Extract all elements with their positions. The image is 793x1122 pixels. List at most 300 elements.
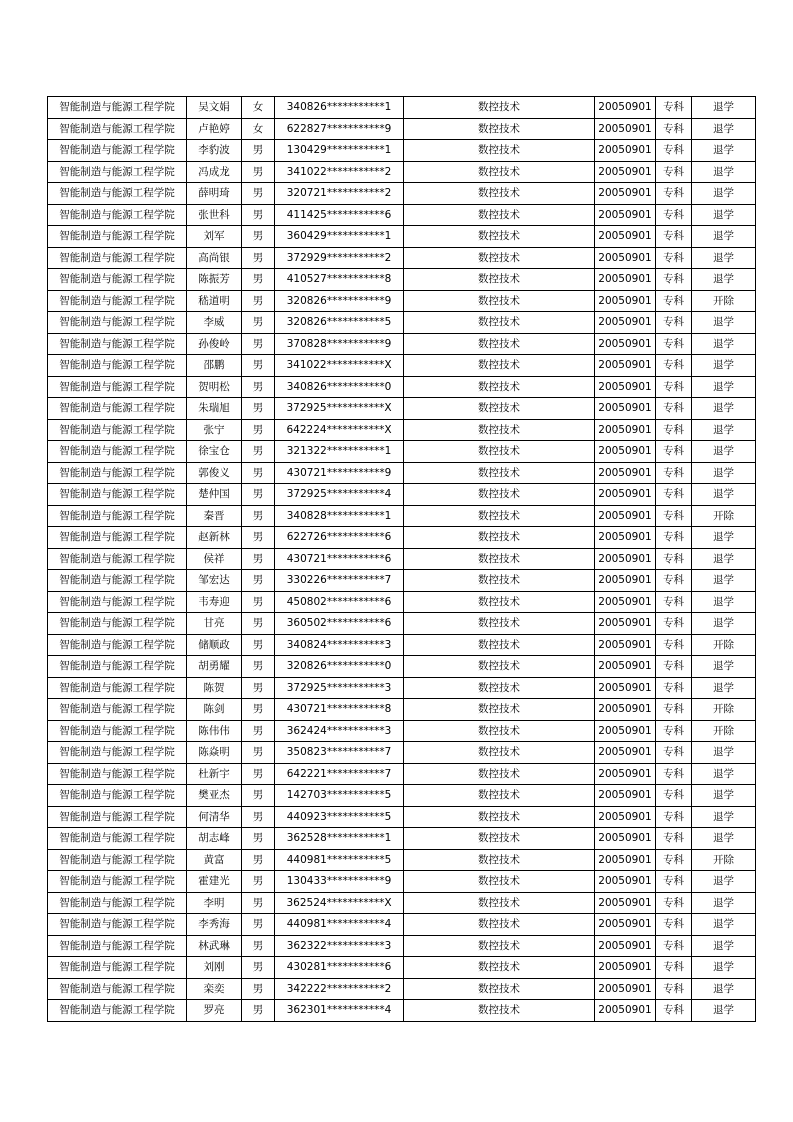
table-row — [48, 312, 756, 334]
level-cell: 专科 — [656, 462, 692, 484]
college-cell: 智能制造与能源工程学院 — [48, 1000, 187, 1022]
table-row — [48, 140, 756, 162]
name-cell: 薛明琦 — [187, 183, 242, 205]
enrollment-date-cell: 20050901 — [595, 204, 656, 226]
name-cell: 孙俊岭 — [187, 333, 242, 355]
enrollment-date-cell: 20050901 — [595, 720, 656, 742]
enrollment-date-cell: 20050901 — [595, 118, 656, 140]
name-cell: 李秀海 — [187, 914, 242, 936]
id-number-cell: 142703***********5 — [275, 785, 404, 807]
id-number-cell: 362322***********3 — [275, 935, 404, 957]
level-cell: 专科 — [656, 634, 692, 656]
status-cell: 退学 — [692, 677, 756, 699]
table-row — [48, 785, 756, 807]
enrollment-date-cell: 20050901 — [595, 742, 656, 764]
major-cell: 数控技术 — [404, 118, 595, 140]
status-cell: 退学 — [692, 484, 756, 506]
major-cell: 数控技术 — [404, 634, 595, 656]
enrollment-date-cell: 20050901 — [595, 849, 656, 871]
level-cell: 专科 — [656, 849, 692, 871]
table-row — [48, 441, 756, 463]
status-cell: 退学 — [692, 978, 756, 1000]
level-cell: 专科 — [656, 742, 692, 764]
gender-cell: 男 — [242, 140, 275, 162]
status-cell: 退学 — [692, 656, 756, 678]
level-cell: 专科 — [656, 419, 692, 441]
college-cell: 智能制造与能源工程学院 — [48, 570, 187, 592]
major-cell: 数控技术 — [404, 785, 595, 807]
name-cell: 徐宝仓 — [187, 441, 242, 463]
gender-cell: 男 — [242, 376, 275, 398]
gender-cell: 男 — [242, 204, 275, 226]
table-row — [48, 226, 756, 248]
gender-cell: 男 — [242, 828, 275, 850]
gender-cell: 男 — [242, 957, 275, 979]
college-cell: 智能制造与能源工程学院 — [48, 656, 187, 678]
name-cell: 李威 — [187, 312, 242, 334]
table-row — [48, 247, 756, 269]
id-number-cell: 642224***********X — [275, 419, 404, 441]
table-row — [48, 333, 756, 355]
table-row — [48, 613, 756, 635]
table-row — [48, 527, 756, 549]
level-cell: 专科 — [656, 656, 692, 678]
level-cell: 专科 — [656, 957, 692, 979]
enrollment-date-cell: 20050901 — [595, 591, 656, 613]
enrollment-date-cell: 20050901 — [595, 505, 656, 527]
gender-cell: 男 — [242, 978, 275, 1000]
table-row — [48, 892, 756, 914]
level-cell: 专科 — [656, 226, 692, 248]
name-cell: 张世科 — [187, 204, 242, 226]
gender-cell: 男 — [242, 355, 275, 377]
major-cell: 数控技术 — [404, 462, 595, 484]
name-cell: 邹宏达 — [187, 570, 242, 592]
status-cell: 开除 — [692, 699, 756, 721]
gender-cell: 男 — [242, 505, 275, 527]
level-cell: 专科 — [656, 699, 692, 721]
enrollment-date-cell: 20050901 — [595, 785, 656, 807]
id-number-cell: 362528***********1 — [275, 828, 404, 850]
enrollment-date-cell: 20050901 — [595, 161, 656, 183]
table-row — [48, 355, 756, 377]
enrollment-date-cell: 20050901 — [595, 97, 656, 119]
level-cell: 专科 — [656, 978, 692, 1000]
major-cell: 数控技术 — [404, 656, 595, 678]
gender-cell: 男 — [242, 935, 275, 957]
college-cell: 智能制造与能源工程学院 — [48, 355, 187, 377]
table-row — [48, 97, 756, 119]
enrollment-date-cell: 20050901 — [595, 1000, 656, 1022]
major-cell: 数控技术 — [404, 699, 595, 721]
name-cell: 霍建光 — [187, 871, 242, 893]
college-cell: 智能制造与能源工程学院 — [48, 720, 187, 742]
id-number-cell: 430721***********9 — [275, 462, 404, 484]
level-cell: 专科 — [656, 312, 692, 334]
name-cell: 陈振芳 — [187, 269, 242, 291]
name-cell: 陈剑 — [187, 699, 242, 721]
id-number-cell: 340826***********0 — [275, 376, 404, 398]
enrollment-date-cell: 20050901 — [595, 570, 656, 592]
status-cell: 退学 — [692, 441, 756, 463]
table-row — [48, 871, 756, 893]
major-cell: 数控技术 — [404, 204, 595, 226]
gender-cell: 男 — [242, 1000, 275, 1022]
gender-cell: 男 — [242, 312, 275, 334]
name-cell: 胡志峰 — [187, 828, 242, 850]
major-cell: 数控技术 — [404, 484, 595, 506]
name-cell: 冯成龙 — [187, 161, 242, 183]
college-cell: 智能制造与能源工程学院 — [48, 118, 187, 140]
table-row — [48, 161, 756, 183]
level-cell: 专科 — [656, 570, 692, 592]
major-cell: 数控技术 — [404, 892, 595, 914]
status-cell: 退学 — [692, 892, 756, 914]
name-cell: 高尚银 — [187, 247, 242, 269]
id-number-cell: 130433***********9 — [275, 871, 404, 893]
major-cell: 数控技术 — [404, 419, 595, 441]
enrollment-date-cell: 20050901 — [595, 484, 656, 506]
gender-cell: 男 — [242, 398, 275, 420]
level-cell: 专科 — [656, 505, 692, 527]
id-number-cell: 340824***********3 — [275, 634, 404, 656]
major-cell: 数控技术 — [404, 269, 595, 291]
status-cell: 退学 — [692, 312, 756, 334]
status-cell: 退学 — [692, 548, 756, 570]
id-number-cell: 320826***********0 — [275, 656, 404, 678]
name-cell: 何清华 — [187, 806, 242, 828]
gender-cell: 男 — [242, 892, 275, 914]
college-cell: 智能制造与能源工程学院 — [48, 333, 187, 355]
enrollment-date-cell: 20050901 — [595, 419, 656, 441]
roster-body — [48, 97, 756, 1022]
gender-cell: 男 — [242, 269, 275, 291]
gender-cell: 男 — [242, 742, 275, 764]
major-cell: 数控技术 — [404, 849, 595, 871]
status-cell: 退学 — [692, 247, 756, 269]
level-cell: 专科 — [656, 161, 692, 183]
major-cell: 数控技术 — [404, 505, 595, 527]
college-cell: 智能制造与能源工程学院 — [48, 527, 187, 549]
major-cell: 数控技术 — [404, 677, 595, 699]
status-cell: 退学 — [692, 806, 756, 828]
enrollment-date-cell: 20050901 — [595, 978, 656, 1000]
id-number-cell: 372925***********3 — [275, 677, 404, 699]
level-cell: 专科 — [656, 97, 692, 119]
table-row — [48, 634, 756, 656]
level-cell: 专科 — [656, 591, 692, 613]
enrollment-date-cell: 20050901 — [595, 441, 656, 463]
major-cell: 数控技术 — [404, 140, 595, 162]
status-cell: 退学 — [692, 355, 756, 377]
status-cell: 退学 — [692, 398, 756, 420]
major-cell: 数控技术 — [404, 312, 595, 334]
status-cell: 退学 — [692, 591, 756, 613]
table-row — [48, 419, 756, 441]
major-cell: 数控技术 — [404, 828, 595, 850]
name-cell: 罗亮 — [187, 1000, 242, 1022]
enrollment-date-cell: 20050901 — [595, 957, 656, 979]
level-cell: 专科 — [656, 183, 692, 205]
name-cell: 刘军 — [187, 226, 242, 248]
name-cell: 郭俊义 — [187, 462, 242, 484]
status-cell: 退学 — [692, 613, 756, 635]
level-cell: 专科 — [656, 527, 692, 549]
gender-cell: 男 — [242, 613, 275, 635]
id-number-cell: 440981***********5 — [275, 849, 404, 871]
college-cell: 智能制造与能源工程学院 — [48, 505, 187, 527]
status-cell: 退学 — [692, 419, 756, 441]
id-number-cell: 340826***********1 — [275, 97, 404, 119]
name-cell: 甘亮 — [187, 613, 242, 635]
college-cell: 智能制造与能源工程学院 — [48, 634, 187, 656]
major-cell: 数控技术 — [404, 161, 595, 183]
status-cell: 退学 — [692, 118, 756, 140]
gender-cell: 男 — [242, 462, 275, 484]
table-row — [48, 183, 756, 205]
college-cell: 智能制造与能源工程学院 — [48, 914, 187, 936]
id-number-cell: 342222***********2 — [275, 978, 404, 1000]
table-row — [48, 1000, 756, 1022]
status-cell: 退学 — [692, 828, 756, 850]
gender-cell: 男 — [242, 914, 275, 936]
major-cell: 数控技术 — [404, 290, 595, 312]
enrollment-date-cell: 20050901 — [595, 183, 656, 205]
college-cell: 智能制造与能源工程学院 — [48, 419, 187, 441]
enrollment-date-cell: 20050901 — [595, 247, 656, 269]
college-cell: 智能制造与能源工程学院 — [48, 763, 187, 785]
name-cell: 韦寿迎 — [187, 591, 242, 613]
table-row — [48, 484, 756, 506]
college-cell: 智能制造与能源工程学院 — [48, 892, 187, 914]
major-cell: 数控技术 — [404, 247, 595, 269]
id-number-cell: 320721***********2 — [275, 183, 404, 205]
college-cell: 智能制造与能源工程学院 — [48, 226, 187, 248]
id-number-cell: 360429***********1 — [275, 226, 404, 248]
level-cell: 专科 — [656, 1000, 692, 1022]
major-cell: 数控技术 — [404, 613, 595, 635]
major-cell: 数控技术 — [404, 398, 595, 420]
status-cell: 退学 — [692, 763, 756, 785]
major-cell: 数控技术 — [404, 333, 595, 355]
gender-cell: 男 — [242, 247, 275, 269]
enrollment-date-cell: 20050901 — [595, 892, 656, 914]
status-cell: 退学 — [692, 1000, 756, 1022]
id-number-cell: 341022***********X — [275, 355, 404, 377]
college-cell: 智能制造与能源工程学院 — [48, 935, 187, 957]
gender-cell: 男 — [242, 763, 275, 785]
id-number-cell: 320826***********9 — [275, 290, 404, 312]
name-cell: 朱瑞旭 — [187, 398, 242, 420]
major-cell: 数控技术 — [404, 183, 595, 205]
college-cell: 智能制造与能源工程学院 — [48, 269, 187, 291]
level-cell: 专科 — [656, 892, 692, 914]
table-row — [48, 505, 756, 527]
status-cell: 退学 — [692, 183, 756, 205]
status-cell: 退学 — [692, 161, 756, 183]
table-row — [48, 742, 756, 764]
name-cell: 楚仲国 — [187, 484, 242, 506]
id-number-cell: 450802***********6 — [275, 591, 404, 613]
gender-cell: 男 — [242, 634, 275, 656]
enrollment-date-cell: 20050901 — [595, 634, 656, 656]
major-cell: 数控技术 — [404, 355, 595, 377]
status-cell: 退学 — [692, 871, 756, 893]
college-cell: 智能制造与能源工程学院 — [48, 97, 187, 119]
name-cell: 吴文娟 — [187, 97, 242, 119]
level-cell: 专科 — [656, 871, 692, 893]
enrollment-date-cell: 20050901 — [595, 269, 656, 291]
college-cell: 智能制造与能源工程学院 — [48, 978, 187, 1000]
college-cell: 智能制造与能源工程学院 — [48, 957, 187, 979]
gender-cell: 男 — [242, 699, 275, 721]
name-cell: 樊亚杰 — [187, 785, 242, 807]
id-number-cell: 350823***********7 — [275, 742, 404, 764]
major-cell: 数控技术 — [404, 97, 595, 119]
gender-cell: 男 — [242, 333, 275, 355]
status-cell: 退学 — [692, 226, 756, 248]
gender-cell: 男 — [242, 570, 275, 592]
enrollment-date-cell: 20050901 — [595, 828, 656, 850]
id-number-cell: 362524***********X — [275, 892, 404, 914]
status-cell: 退学 — [692, 462, 756, 484]
status-cell: 退学 — [692, 785, 756, 807]
name-cell: 卢艳婷 — [187, 118, 242, 140]
status-cell: 开除 — [692, 849, 756, 871]
enrollment-date-cell: 20050901 — [595, 935, 656, 957]
enrollment-date-cell: 20050901 — [595, 699, 656, 721]
name-cell: 胡勇耀 — [187, 656, 242, 678]
enrollment-date-cell: 20050901 — [595, 527, 656, 549]
id-number-cell: 430721***********6 — [275, 548, 404, 570]
enrollment-date-cell: 20050901 — [595, 140, 656, 162]
college-cell: 智能制造与能源工程学院 — [48, 290, 187, 312]
level-cell: 专科 — [656, 398, 692, 420]
level-cell: 专科 — [656, 935, 692, 957]
status-cell: 开除 — [692, 720, 756, 742]
college-cell: 智能制造与能源工程学院 — [48, 183, 187, 205]
gender-cell: 男 — [242, 871, 275, 893]
level-cell: 专科 — [656, 247, 692, 269]
college-cell: 智能制造与能源工程学院 — [48, 742, 187, 764]
name-cell: 贺明松 — [187, 376, 242, 398]
id-number-cell: 372925***********4 — [275, 484, 404, 506]
table-row — [48, 720, 756, 742]
id-number-cell: 372929***********2 — [275, 247, 404, 269]
gender-cell: 男 — [242, 290, 275, 312]
name-cell: 赵新林 — [187, 527, 242, 549]
table-row — [48, 935, 756, 957]
major-cell: 数控技术 — [404, 226, 595, 248]
college-cell: 智能制造与能源工程学院 — [48, 376, 187, 398]
id-number-cell: 362424***********3 — [275, 720, 404, 742]
table-row — [48, 914, 756, 936]
major-cell: 数控技术 — [404, 742, 595, 764]
table-row — [48, 118, 756, 140]
level-cell: 专科 — [656, 484, 692, 506]
level-cell: 专科 — [656, 290, 692, 312]
enrollment-date-cell: 20050901 — [595, 806, 656, 828]
gender-cell: 男 — [242, 849, 275, 871]
name-cell: 李明 — [187, 892, 242, 914]
status-cell: 退学 — [692, 333, 756, 355]
status-cell: 退学 — [692, 376, 756, 398]
enrollment-date-cell: 20050901 — [595, 613, 656, 635]
table-row — [48, 376, 756, 398]
major-cell: 数控技术 — [404, 763, 595, 785]
college-cell: 智能制造与能源工程学院 — [48, 398, 187, 420]
gender-cell: 男 — [242, 785, 275, 807]
college-cell: 智能制造与能源工程学院 — [48, 441, 187, 463]
status-cell: 退学 — [692, 935, 756, 957]
name-cell: 李豹波 — [187, 140, 242, 162]
status-cell: 退学 — [692, 957, 756, 979]
name-cell: 陈焱明 — [187, 742, 242, 764]
college-cell: 智能制造与能源工程学院 — [48, 871, 187, 893]
id-number-cell: 370828***********9 — [275, 333, 404, 355]
enrollment-date-cell: 20050901 — [595, 376, 656, 398]
name-cell: 黄富 — [187, 849, 242, 871]
gender-cell: 男 — [242, 656, 275, 678]
table-row — [48, 978, 756, 1000]
gender-cell: 男 — [242, 527, 275, 549]
level-cell: 专科 — [656, 118, 692, 140]
id-number-cell: 341022***********2 — [275, 161, 404, 183]
level-cell: 专科 — [656, 140, 692, 162]
name-cell: 杜新宇 — [187, 763, 242, 785]
status-cell: 开除 — [692, 634, 756, 656]
name-cell: 刘刚 — [187, 957, 242, 979]
major-cell: 数控技术 — [404, 1000, 595, 1022]
college-cell: 智能制造与能源工程学院 — [48, 462, 187, 484]
major-cell: 数控技术 — [404, 806, 595, 828]
gender-cell: 女 — [242, 118, 275, 140]
major-cell: 数控技术 — [404, 871, 595, 893]
enrollment-date-cell: 20050901 — [595, 677, 656, 699]
table-row — [48, 699, 756, 721]
id-number-cell: 130429***********1 — [275, 140, 404, 162]
name-cell: 林武琳 — [187, 935, 242, 957]
college-cell: 智能制造与能源工程学院 — [48, 312, 187, 334]
student-roster-table — [47, 96, 756, 1022]
gender-cell: 男 — [242, 548, 275, 570]
status-cell: 开除 — [692, 505, 756, 527]
table-row — [48, 570, 756, 592]
major-cell: 数控技术 — [404, 527, 595, 549]
status-cell: 退学 — [692, 914, 756, 936]
college-cell: 智能制造与能源工程学院 — [48, 677, 187, 699]
table-row — [48, 269, 756, 291]
enrollment-date-cell: 20050901 — [595, 548, 656, 570]
gender-cell: 男 — [242, 183, 275, 205]
gender-cell: 男 — [242, 720, 275, 742]
gender-cell: 男 — [242, 806, 275, 828]
major-cell: 数控技术 — [404, 548, 595, 570]
level-cell: 专科 — [656, 441, 692, 463]
id-number-cell: 622827***********9 — [275, 118, 404, 140]
major-cell: 数控技术 — [404, 376, 595, 398]
id-number-cell: 360502***********6 — [275, 613, 404, 635]
table-row — [48, 806, 756, 828]
table-row — [48, 398, 756, 420]
gender-cell: 男 — [242, 441, 275, 463]
enrollment-date-cell: 20050901 — [595, 226, 656, 248]
college-cell: 智能制造与能源工程学院 — [48, 140, 187, 162]
id-number-cell: 372925***********X — [275, 398, 404, 420]
id-number-cell: 642221***********7 — [275, 763, 404, 785]
enrollment-date-cell: 20050901 — [595, 656, 656, 678]
id-number-cell: 440981***********4 — [275, 914, 404, 936]
